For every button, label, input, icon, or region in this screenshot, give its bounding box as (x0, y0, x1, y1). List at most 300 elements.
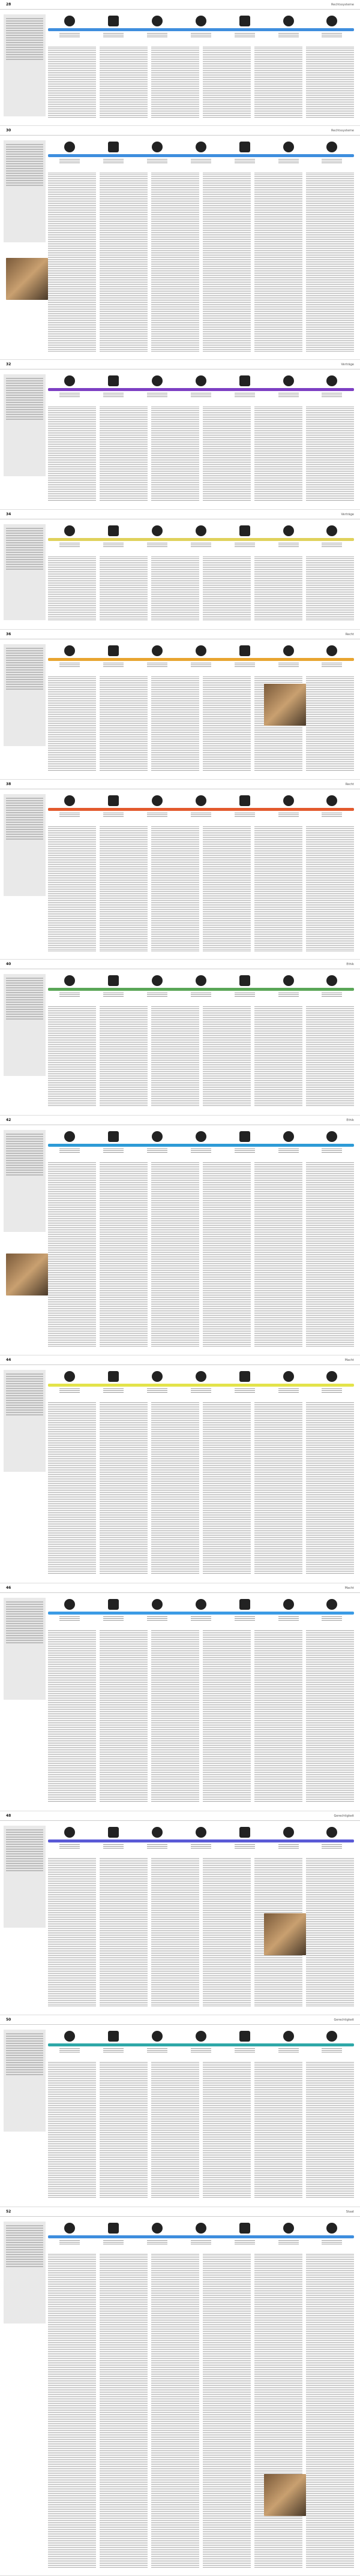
pictogram-icon (326, 16, 337, 26)
sidebar-text-line (6, 1604, 43, 1605)
timeline-label (191, 1388, 211, 1393)
pictogram-icon (239, 1131, 250, 1142)
sidebar-text-line (6, 1390, 43, 1391)
sidebar-text-line (6, 1613, 43, 1615)
sidebar-text-line (6, 1618, 43, 1619)
pictogram-icon (283, 525, 294, 536)
sidebar-text-line (6, 166, 43, 167)
sidebar-text-line (6, 399, 43, 401)
sidebar-text-line (6, 380, 43, 381)
sidebar-text-line (6, 146, 43, 148)
sidebar-text-line (6, 1167, 43, 1168)
sidebar-box (4, 1130, 46, 1232)
text-column (151, 47, 199, 118)
sidebar-text-line (6, 1868, 43, 1869)
pictogram-icon (64, 1371, 75, 1382)
sidebar-text-line (6, 402, 43, 403)
pictogram-icon (152, 1599, 163, 1610)
sidebar-text-line (6, 999, 43, 1000)
pictogram-icon (283, 645, 294, 656)
text-column (306, 1630, 354, 1803)
pictogram-icon (64, 16, 75, 26)
text-column (151, 2062, 199, 2199)
sidebar-text-line (6, 2052, 43, 2054)
sidebar-text-line (6, 798, 43, 799)
timeline-band (48, 538, 354, 541)
timeline-label (278, 813, 299, 817)
pictogram-icon (196, 795, 206, 806)
pictogram-icon (283, 1371, 294, 1382)
sidebar-text-line (6, 180, 43, 181)
sidebar-text-line (6, 1839, 43, 1840)
pictogram-icon (108, 2031, 119, 2042)
sidebar-box (4, 1826, 46, 1928)
sidebar-text-line (6, 980, 43, 981)
sidebar-text-line (6, 397, 43, 398)
pictogram-icon (196, 16, 206, 26)
sidebar-text-line (6, 1002, 43, 1003)
sidebar-text-line (6, 805, 43, 806)
spread-5 (0, 780, 360, 960)
sidebar-text-line (6, 802, 43, 804)
sidebar-text-line (6, 1155, 43, 1156)
timeline-label (278, 2048, 299, 2053)
illustration-photo (264, 2474, 306, 2516)
sidebar-text-line (6, 535, 43, 536)
sidebar-text-line (6, 163, 43, 164)
timeline-band (48, 388, 354, 391)
sidebar-text-line (6, 1381, 43, 1382)
sidebar-text-line (6, 59, 43, 60)
sidebar-text-line (6, 2048, 43, 2049)
running-header (0, 126, 360, 136)
text-column (254, 2062, 302, 2199)
pictogram-icon (326, 795, 337, 806)
sidebar-text-line (6, 997, 43, 998)
sidebar-text-line (6, 1014, 43, 1015)
pictogram-icon (239, 2031, 250, 2042)
page-number: 38 (6, 782, 11, 786)
sidebar-text-line (6, 20, 43, 22)
timeline-label (322, 1844, 342, 1849)
timeline-band (48, 658, 354, 661)
sidebar-text-line (6, 387, 43, 389)
timeline-label (191, 2240, 211, 2245)
text-column (48, 557, 96, 621)
sidebar-text-line (6, 2036, 43, 2037)
sidebar-text-line (6, 28, 43, 29)
sidebar-text-line (6, 810, 43, 811)
pictogram-icon (196, 1131, 206, 1142)
sidebar-text-line (6, 648, 43, 649)
timeline-label (322, 33, 342, 38)
sidebar-text-line (6, 419, 43, 420)
sidebar-text-line (6, 173, 43, 174)
timeline-label (235, 2240, 255, 2245)
text-column (254, 173, 302, 351)
sidebar-text-line (6, 994, 43, 996)
body-text-columns (48, 407, 354, 501)
sidebar-text-line (6, 1870, 43, 1871)
sidebar-text-line (6, 2242, 43, 2243)
sidebar-text-line (6, 559, 43, 560)
timeline-label (103, 2048, 124, 2053)
timeline-label (235, 813, 255, 817)
text-column (306, 1006, 354, 1107)
pictogram-icon (108, 975, 119, 986)
text-column (203, 2254, 251, 2568)
sidebar-text-line (6, 1621, 43, 1622)
sidebar-box (4, 1370, 46, 1472)
pictogram-icon (196, 142, 206, 152)
timeline-label (235, 1844, 255, 1849)
sidebar-text-line (6, 987, 43, 988)
text-column (203, 557, 251, 621)
timeline-band (48, 1612, 354, 1615)
pictogram-icon (196, 375, 206, 386)
pictogram-icon (239, 142, 250, 152)
sidebar-text-line (6, 2240, 43, 2241)
running-header (0, 510, 360, 519)
sidebar-text-line (6, 679, 43, 680)
pictogram-icon (152, 795, 163, 806)
page-number: 50 (6, 2018, 11, 2022)
sidebar-text-line (6, 1400, 43, 1401)
timeline-label (322, 2048, 342, 2053)
sidebar-text-line (6, 1136, 43, 1137)
pictogram-icon (283, 142, 294, 152)
pictogram-icon (108, 645, 119, 656)
timeline-label (147, 2240, 167, 2245)
timeline-label (59, 543, 80, 548)
spread-1 (0, 126, 360, 360)
sidebar-text-line (6, 564, 43, 565)
pictogram-icon (108, 1827, 119, 1838)
text-column (254, 557, 302, 621)
page-number: 34 (6, 512, 11, 516)
sidebar-text-line (6, 1844, 43, 1845)
section-title: Verträge (341, 512, 354, 516)
pictogram-icon (152, 16, 163, 26)
pictogram-icon (239, 1599, 250, 1610)
text-column (100, 557, 148, 621)
sidebar-text-line (6, 533, 43, 534)
sidebar-text-line (6, 2038, 43, 2039)
sidebar-text-line (6, 812, 43, 813)
sidebar-text-line (6, 158, 43, 160)
sidebar-text-line (6, 395, 43, 396)
timeline-label (322, 1388, 342, 1393)
sidebar-text-line (6, 1402, 43, 1403)
sidebar-text-line (6, 2064, 43, 2066)
pictogram-icon (64, 142, 75, 152)
sidebar-text-line (6, 2057, 43, 2058)
pictogram-icon (108, 16, 119, 26)
text-column (203, 677, 251, 771)
timeline (48, 142, 354, 164)
spread-6 (0, 960, 360, 1116)
timeline-label (103, 2240, 124, 2245)
body-text-columns (48, 1858, 354, 2007)
pictogram-icon (152, 2031, 163, 2042)
spread-12 (0, 2207, 360, 2576)
sidebar-text-line (6, 2040, 43, 2042)
pictogram-icon (283, 16, 294, 26)
sidebar-text-line (6, 1018, 43, 1020)
text-column (151, 677, 199, 771)
pictogram-icon (283, 1599, 294, 1610)
sidebar-text-line (6, 545, 43, 546)
timeline-label (322, 159, 342, 164)
timeline-label (322, 543, 342, 548)
section-title: Rechtssysteme (331, 2, 354, 7)
text-column (151, 1006, 199, 1107)
sidebar-text-line (6, 657, 43, 659)
sidebar-text-line (6, 1601, 43, 1603)
pictogram-icon (152, 2223, 163, 2234)
sidebar-text-line (6, 1006, 43, 1008)
timeline-label (235, 1616, 255, 1621)
body-text-columns (48, 2062, 354, 2199)
sidebar-text-line (6, 23, 43, 24)
sidebar-text-line (6, 149, 43, 150)
pictogram-icon (239, 375, 250, 386)
pictogram-icon (239, 525, 250, 536)
pictogram-icon (283, 2031, 294, 2042)
sidebar-text-line (6, 1829, 43, 1830)
page-number: 46 (6, 1586, 11, 1590)
sidebar-text-line (6, 1616, 43, 1617)
sidebar-text-line (6, 42, 43, 43)
sidebar-text-line (6, 1388, 43, 1389)
sidebar-text-line (6, 2228, 43, 2229)
sidebar-text-line (6, 1153, 43, 1154)
sidebar-text-line (6, 662, 43, 663)
sidebar-text-line (6, 819, 43, 820)
timeline-label (278, 1388, 299, 1393)
sidebar-text-line (6, 2033, 43, 2034)
sidebar-text-line (6, 182, 43, 184)
sidebar-text-line (6, 552, 43, 553)
sidebar-text-line (6, 2060, 43, 2061)
sidebar-text-line (6, 407, 43, 408)
pictogram-icon (326, 1131, 337, 1142)
sidebar-text-line (6, 383, 43, 384)
text-column (100, 173, 148, 351)
text-column (203, 173, 251, 351)
timeline-label (191, 2048, 211, 2053)
timeline (48, 645, 354, 668)
timeline-label (147, 813, 167, 817)
text-column (48, 2062, 96, 2199)
sidebar-text-line (6, 1141, 43, 1142)
timeline-label (235, 663, 255, 668)
text-column (306, 1162, 354, 1347)
pictogram-icon (239, 1371, 250, 1382)
text-column (48, 1630, 96, 1803)
sidebar-text-line (6, 2256, 43, 2258)
timeline-label (278, 663, 299, 668)
timeline-label (103, 663, 124, 668)
text-column (48, 1162, 96, 1347)
sidebar-text-line (6, 831, 43, 832)
text-column (203, 407, 251, 501)
timeline-label (191, 159, 211, 164)
sidebar-text-line (6, 1623, 43, 1624)
timeline-label (191, 33, 211, 38)
sidebar-box (4, 974, 46, 1076)
sidebar-box (4, 644, 46, 746)
pictogram-icon (239, 975, 250, 986)
running-header (0, 2015, 360, 2025)
page-number: 28 (6, 2, 11, 7)
sidebar-text-line (6, 54, 43, 55)
sidebar-text-line (6, 175, 43, 176)
pictogram-icon (196, 1827, 206, 1838)
sidebar-text-line (6, 2266, 43, 2267)
pictogram-icon (108, 1599, 119, 1610)
sidebar-text-line (6, 2225, 43, 2226)
sidebar-text-line (6, 826, 43, 828)
pictogram-icon (152, 525, 163, 536)
sidebar-text-line (6, 1640, 43, 1641)
sidebar-text-line (6, 56, 43, 58)
sidebar-text-line (6, 1848, 43, 1850)
pictogram-icon (152, 1371, 163, 1382)
pictogram-icon (108, 2223, 119, 2234)
timeline-label (59, 813, 80, 817)
sidebar-text-line (6, 2074, 43, 2075)
timeline (48, 2031, 354, 2053)
timeline-band (48, 808, 354, 811)
section-title: Recht (345, 632, 354, 636)
text-column (151, 2254, 199, 2568)
pictogram-icon (64, 375, 75, 386)
sidebar-text-line (6, 25, 43, 26)
text-column (203, 1630, 251, 1803)
section-title: Verträge (341, 362, 354, 366)
sidebar-text-line (6, 2244, 43, 2246)
sidebar-text-line (6, 414, 43, 415)
text-column (306, 2254, 354, 2568)
sidebar-text-line (6, 667, 43, 668)
timeline-label (191, 393, 211, 398)
text-column (254, 1162, 302, 1347)
sidebar-text-line (6, 2045, 43, 2046)
pictogram-icon (108, 1131, 119, 1142)
pictogram-icon (196, 975, 206, 986)
running-header (0, 960, 360, 969)
text-column (306, 677, 354, 771)
pictogram-icon (152, 975, 163, 986)
text-column (100, 1402, 148, 1575)
sidebar-text-line (6, 1405, 43, 1406)
sidebar-text-line (6, 829, 43, 830)
sidebar-text-line (6, 2232, 43, 2234)
sidebar-box (4, 1598, 46, 1700)
body-text-columns (48, 2254, 354, 2568)
sidebar-text-line (6, 2062, 43, 2063)
timeline-label (322, 813, 342, 817)
pictogram-icon (283, 795, 294, 806)
text-column (100, 407, 148, 501)
timeline-label (147, 1844, 167, 1849)
timeline-band (48, 154, 354, 157)
sidebar-text-line (6, 1860, 43, 1862)
text-column (203, 47, 251, 118)
sidebar-text-line (6, 2235, 43, 2236)
pictogram-icon (152, 1131, 163, 1142)
timeline-label (278, 1616, 299, 1621)
timeline-label (191, 543, 211, 548)
sidebar-text-line (6, 1373, 43, 1375)
timeline-label (103, 813, 124, 817)
sidebar-text-line (6, 1165, 43, 1166)
text-column (48, 1402, 96, 1575)
sidebar-text-line (6, 2069, 43, 2070)
text-column (100, 1006, 148, 1107)
sidebar-text-line (6, 170, 43, 172)
sidebar-text-line (6, 385, 43, 386)
text-column (151, 557, 199, 621)
sidebar-box (4, 140, 46, 242)
sidebar-text-line (6, 2230, 43, 2231)
sidebar-text-line (6, 800, 43, 801)
section-title: Macht (344, 1358, 354, 1362)
sidebar-text-line (6, 1143, 43, 1144)
sidebar-text-line (6, 411, 43, 413)
sidebar-text-line (6, 1606, 43, 1607)
sidebar-text-line (6, 1834, 43, 1835)
sidebar-text-line (6, 144, 43, 145)
text-column (100, 1162, 148, 1347)
sidebar-text-line (6, 669, 43, 671)
pictogram-icon (64, 1131, 75, 1142)
sidebar-text-line (6, 156, 43, 157)
sidebar-text-line (6, 2259, 43, 2260)
timeline-label (103, 543, 124, 548)
timeline-label (59, 33, 80, 38)
sidebar-text-line (6, 1009, 43, 1010)
pictogram-icon (108, 375, 119, 386)
page-number: 52 (6, 2210, 11, 2214)
text-column (254, 47, 302, 118)
pictogram-icon (239, 645, 250, 656)
sidebar-text-line (6, 836, 43, 837)
running-header (0, 630, 360, 639)
sidebar-text-line (6, 390, 43, 391)
timeline (48, 2223, 354, 2245)
sidebar-text-line (6, 686, 43, 687)
timeline-label (235, 1149, 255, 1153)
sidebar-text-line (6, 1378, 43, 1379)
timeline (48, 375, 354, 398)
pictogram-icon (239, 795, 250, 806)
sidebar-box (4, 14, 46, 116)
sidebar-text-line (6, 49, 43, 50)
sidebar-text-line (6, 37, 43, 38)
text-column (151, 1162, 199, 1347)
pictogram-icon (196, 1599, 206, 1610)
sidebar-text-line (6, 1414, 43, 1415)
section-title: Gerechtigkeit (334, 1814, 354, 1818)
pictogram-icon (326, 1599, 337, 1610)
sidebar-text-line (6, 2072, 43, 2073)
timeline-label (59, 663, 80, 668)
page-number: 48 (6, 1814, 11, 1818)
timeline-label (103, 393, 124, 398)
timeline-label (235, 33, 255, 38)
